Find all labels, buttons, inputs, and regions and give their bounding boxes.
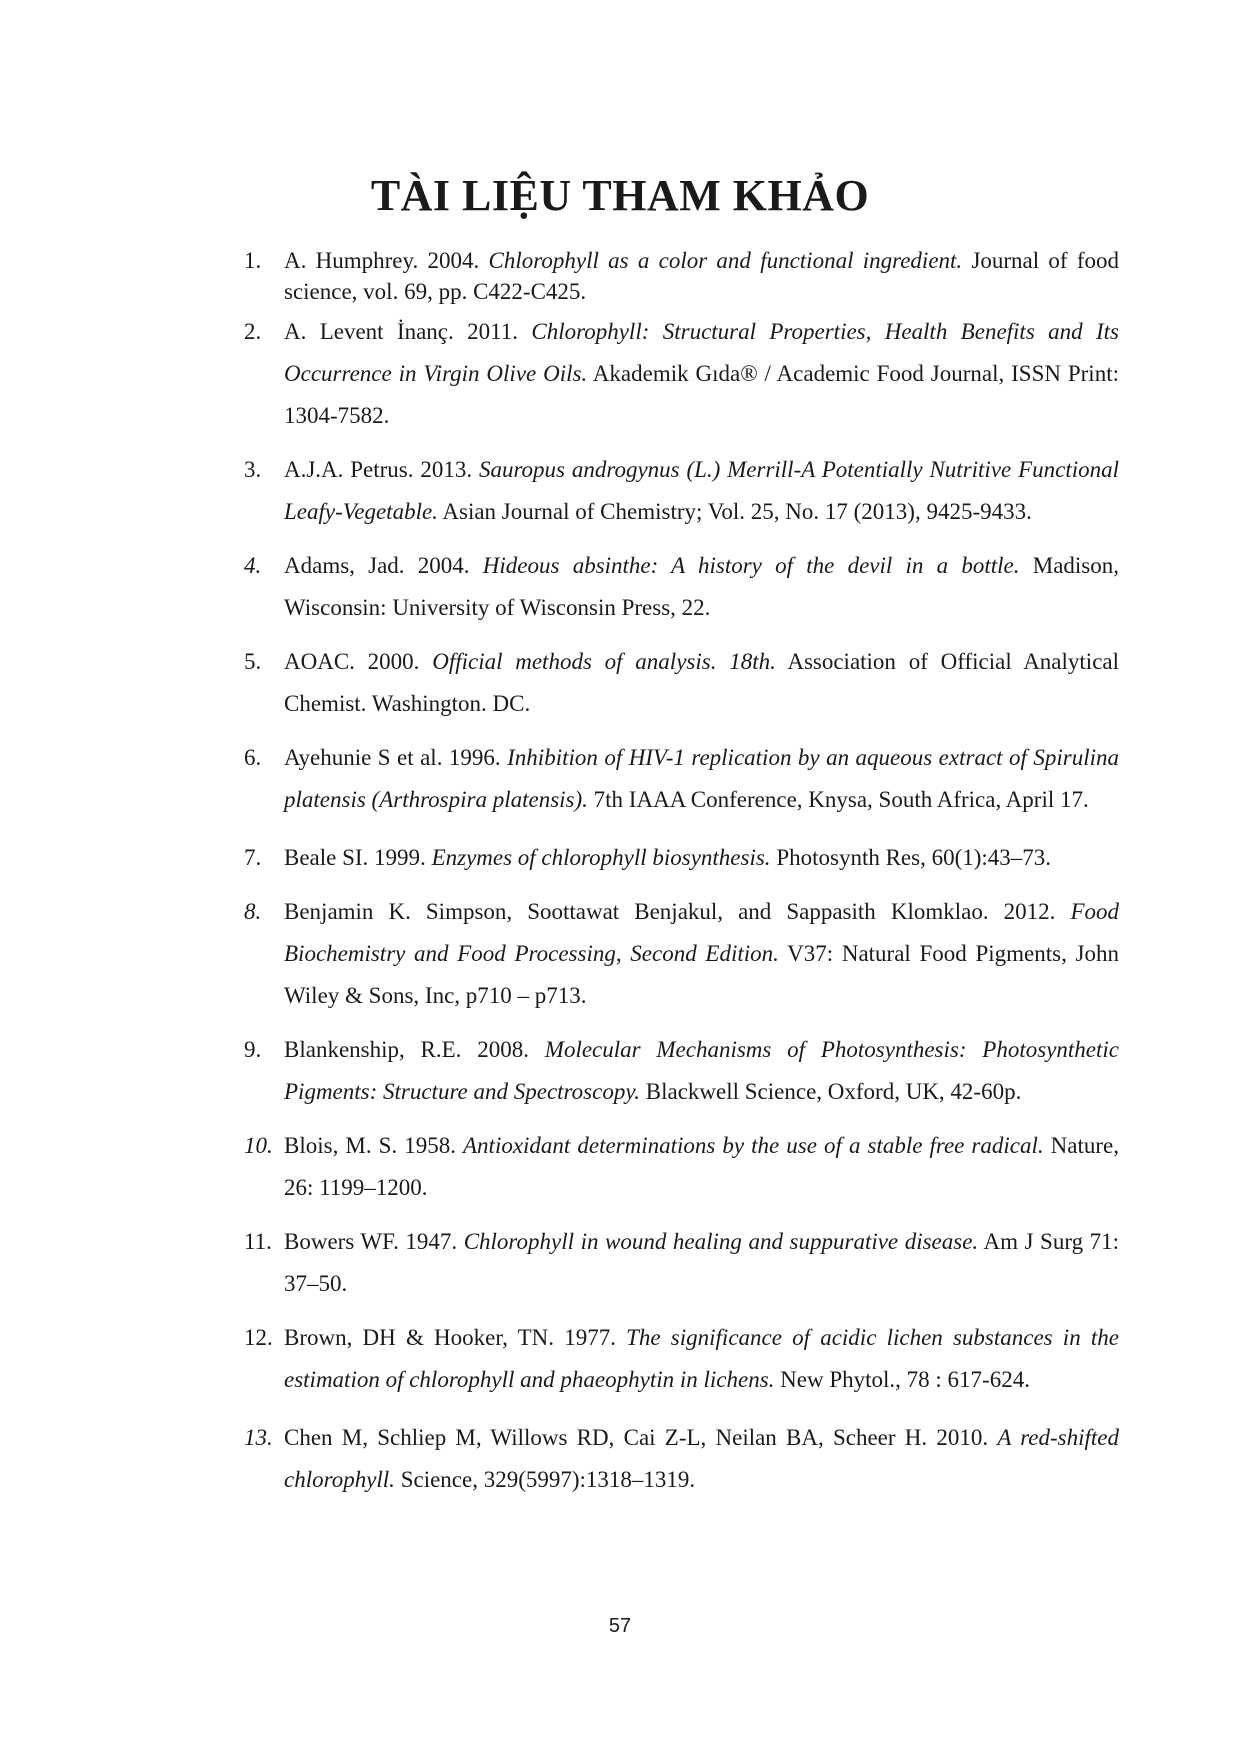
reference-title: A red-shifted chlorophyll.: [284, 1425, 1119, 1492]
reference-title: Official methods of analysis. 18th.: [432, 649, 776, 674]
reference-author: Blois, M. S. 1958.: [284, 1133, 463, 1158]
reference-author: AOAC. 2000.: [284, 649, 433, 674]
reference-item: [244, 1221, 1119, 1305]
reference-number: 5.: [244, 649, 262, 674]
reference-author: Brown, DH & Hooker, TN. 1977.: [284, 1325, 627, 1350]
reference-author: A. Levent İnanç. 2011.: [284, 319, 532, 344]
reference-item: [244, 1417, 1119, 1501]
reference-source: Am J Surg 71: 37–50.: [284, 1229, 1120, 1296]
reference-source: Akademik Gıda® / Academic Food Journal, ISSN Print: 1304-7582.: [284, 361, 1119, 428]
reference-source: V37: Natural Food Pigments, John Wiley & Sons, Inc, p710 – p713.: [284, 941, 1119, 1008]
reference-title: Molecular Mechanisms of Photosynthesis: Photosynthetic Pigments: Structure and Spectroscopy.: [284, 1037, 1119, 1104]
reference-title: Enzymes of chlorophyll biosynthesis.: [431, 845, 771, 870]
reference-list: [244, 245, 1119, 1513]
reference-item: [244, 1125, 1119, 1209]
reference-title: Sauropus androgynus (L.) Merrill-A Potentially Nutritive Functional Leafy-Vegetable.: [284, 457, 1120, 524]
reference-author: Blankenship, R.E. 2008.: [284, 1037, 545, 1062]
reference-source: Science, 329(5997):1318–1319.: [394, 1467, 696, 1492]
reference-number: 10.: [244, 1133, 273, 1158]
reference-number: 11.: [244, 1229, 272, 1254]
reference-item: [244, 545, 1119, 629]
reference-source: Nature, 26: 1199–1200.: [284, 1133, 1119, 1200]
reference-title: Hideous absinthe: A history of the devil in a bottle.: [482, 553, 1020, 578]
reference-source: New Phytol., 78 : 617-624.: [774, 1367, 1030, 1392]
reference-title: Chlorophyll in wound healing and suppurative disease.: [463, 1229, 979, 1254]
page-number: 57: [608, 1615, 632, 1637]
reference-source: Association of Official Analytical Chemist. Washington. DC.: [284, 649, 1119, 716]
reference-title: Chlorophyll as a color and functional ingredient.: [488, 248, 963, 273]
reference-number: 7.: [244, 845, 262, 870]
reference-author: Chen M, Schliep M, Willows RD, Cai Z-L, Neilan BA, Scheer H. 2010.: [284, 1425, 998, 1450]
reference-title: Food Biochemistry and Food Processing, Second Edition.: [284, 899, 1119, 966]
reference-author: Bowers WF. 1947.: [284, 1229, 464, 1254]
reference-source: Journal of food science, vol. 69, pp. C422-C425.: [284, 248, 1119, 304]
reference-item: [244, 1029, 1119, 1113]
reference-item: [244, 449, 1119, 533]
page-title: TÀI LIỆU THAM KHẢO: [370, 171, 870, 220]
reference-number: 4.: [244, 553, 262, 578]
reference-title: Antioxidant determinations by the use of a stable free radical.: [463, 1133, 1044, 1158]
reference-title: The significance of acidic lichen substances in the estimation of chlorophyll and phaeophytin in lichens.: [284, 1325, 1119, 1392]
reference-title: Chlorophyll: Structural Properties, Health Benefits and Its Occurrence in Virgin Olive Oils.: [284, 319, 1119, 386]
reference-source: Asian Journal of Chemistry; Vol. 25, No. 17 (2013), 9425-9433.: [437, 499, 1032, 524]
reference-title: Inhibition of HIV-1 replication by an aqueous extract of Spirulina platensis (Arthrospira platensis).: [284, 745, 1119, 812]
reference-item: [244, 1317, 1119, 1401]
reference-source: Madison, Wisconsin: University of Wisconsin Press, 22.: [284, 553, 1120, 620]
reference-number: 2.: [244, 319, 262, 344]
reference-item: [244, 311, 1119, 437]
reference-number: 12.: [244, 1325, 273, 1350]
reference-item: [244, 245, 1119, 307]
reference-number: 1.: [244, 248, 262, 273]
reference-author: Adams, Jad. 2004.: [284, 553, 483, 578]
reference-number: 8.: [244, 899, 262, 924]
reference-number: 9.: [244, 1037, 262, 1062]
reference-source: 7th IAAA Conference, Knysa, South Africa, April 17.: [587, 787, 1089, 812]
reference-number: 13.: [244, 1425, 273, 1450]
reference-number: 3.: [244, 457, 262, 482]
reference-author: Benjamin K. Simpson, Soottawat Benjakul, and Sappasith Klomklao. 2012.: [284, 899, 1071, 924]
reference-item: [244, 837, 1119, 879]
reference-number: 6.: [244, 745, 262, 770]
reference-author: Ayehunie S et al. 1996.: [284, 745, 508, 770]
reference-author: A. Humphrey. 2004.: [284, 248, 489, 273]
reference-item: [244, 891, 1119, 1017]
reference-item: [244, 641, 1119, 725]
reference-source: Photosynth Res, 60(1):43–73.: [770, 845, 1052, 870]
reference-author: A.J.A. Petrus. 2013.: [284, 457, 479, 482]
reference-item: [244, 737, 1119, 821]
reference-source: Blackwell Science, Oxford, UK, 42-60p.: [640, 1079, 1022, 1104]
reference-author: Beale SI. 1999.: [284, 845, 432, 870]
